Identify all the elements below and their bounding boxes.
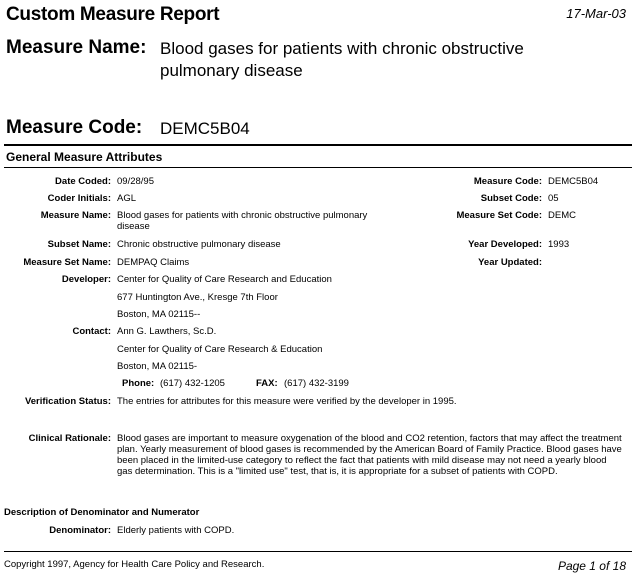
- footer-page-number: Page 1 of 18: [557, 559, 626, 573]
- measure-name-heading-line1: Blood gases for patients with chronic obstructive: [160, 39, 524, 58]
- right-measure-code-value: DEMC5B04: [548, 176, 599, 187]
- contact-line2: Center for Quality of Care Research & Education: [117, 344, 323, 355]
- date-coded-label: Date Coded:: [55, 176, 111, 187]
- date-coded-value: 09/28/95: [117, 176, 154, 187]
- contact-line1: Ann G. Lawthers, Sc.D.: [117, 326, 217, 337]
- contact-line3: Boston, MA 02115-: [117, 361, 198, 372]
- measure-name-label: Measure Name:: [40, 210, 111, 221]
- footer-rule: [4, 551, 632, 552]
- subset-code-value: 05: [548, 193, 559, 204]
- developer-line2: 677 Huntington Ave., Kresge 7th Floor: [117, 292, 278, 303]
- clinical-rationale-value: Blood gases are important to measure oxygenation of the blood and CO2 retention, factors that may affect the treatment plan. Yearly measurement of blood gases is recommended by the American Board of Family Practice. Blood gases have been placed in the limited-use category to reflect the fact that patients with mild disease may not need a yearly blood gas determination. This is a "limited use" test, that is, it is appropriate for a subset of patients with COPD.: [117, 433, 622, 477]
- report-date: 17-Mar-03: [566, 6, 626, 21]
- developer-line1: Center for Quality of Care Research and Education: [117, 274, 332, 285]
- subset-name-value: Chronic obstructive pulmonary disease: [117, 239, 281, 250]
- subset-code-label: Subset Code:: [480, 193, 542, 204]
- clinical-rationale-label: Clinical Rationale:: [28, 433, 111, 444]
- year-developed-label: Year Developed:: [468, 239, 542, 250]
- year-developed-value: 1993: [548, 239, 570, 250]
- right-measure-code-label: Measure Code:: [473, 176, 542, 187]
- measure-name-heading-line2: pulmonary disease: [160, 61, 303, 80]
- measure-set-code-value: DEMC: [548, 210, 576, 221]
- denominator-label: Denominator:: [49, 525, 111, 536]
- measure-set-name-value: DEMPAQ Claims: [117, 257, 190, 268]
- developer-label: Developer:: [61, 274, 111, 285]
- measure-set-name-label: Measure Set Name:: [23, 257, 111, 268]
- section-title: General Measure Attributes: [6, 150, 163, 164]
- measure-name-value-line1: Blood gases for patients with chronic obstructive pulmonary: [117, 210, 368, 221]
- phone-value: (617) 432-1205: [160, 378, 225, 389]
- measure-code-heading-value: DEMC5B04: [160, 119, 250, 138]
- denominator-value: Elderly patients with COPD.: [117, 525, 235, 536]
- fax-label: FAX:: [256, 378, 278, 389]
- contact-label: Contact:: [72, 326, 111, 337]
- developer-line3: Boston, MA 02115--: [117, 309, 201, 320]
- phone-label: Phone:: [122, 378, 155, 389]
- measure-code-heading-label: Measure Code:: [6, 117, 143, 138]
- section-top-rule: [4, 144, 632, 146]
- measure-set-code-label: Measure Set Code:: [456, 210, 542, 221]
- fax-value: (617) 432-3199: [284, 378, 349, 389]
- report-title: Custom Measure Report: [6, 4, 220, 25]
- year-updated-label: Year Updated:: [478, 257, 542, 268]
- verification-status-label: Verification Status:: [24, 396, 111, 407]
- measure-name-heading-label: Measure Name:: [6, 37, 147, 58]
- measure-name-value-line2: disease: [117, 221, 150, 232]
- coder-initials-value: AGL: [117, 193, 137, 204]
- verification-status-value: The entries for attributes for this measure were verified by the developer in 1995.: [117, 396, 457, 407]
- subset-name-label: Subset Name:: [47, 239, 111, 250]
- footer-copyright: Copyright 1997, Agency for Health Care Policy and Research.: [4, 559, 265, 570]
- coder-initials-label: Coder Initials:: [47, 193, 111, 204]
- section-bottom-rule: [4, 167, 632, 168]
- description-title: Description of Denominator and Numerator: [4, 507, 200, 518]
